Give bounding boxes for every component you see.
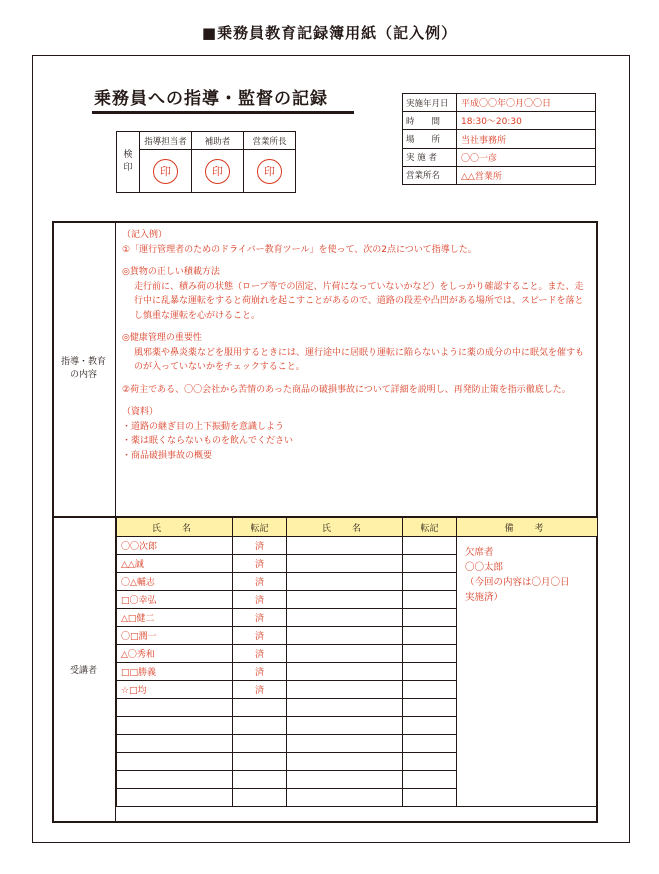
empty-cell: [403, 609, 457, 627]
content-subitem-title: ◎健康管理の重要性: [122, 333, 202, 343]
stamp-role-label: 指導担当者: [140, 132, 191, 150]
content-subitem-body: 風邪薬や鼻炎薬などを服用するときには、運行途中に居眠り運転に陥らないように薬の成分の中に眠気を催すものが入っていないかをチェックすること。: [134, 347, 585, 372]
instruction-content: [122, 228, 592, 463]
empty-cell: [287, 699, 403, 717]
info-label: 営業所名: [403, 167, 457, 184]
stamp-cell-manager: [244, 132, 295, 192]
empty-cell: [233, 735, 287, 753]
empty-cell: [403, 753, 457, 771]
table-row: [117, 537, 598, 555]
stamp-side-label-1: 検: [123, 150, 133, 160]
content-item-2: ②荷主である、〇〇会社から苦情のあった商品の破損事故について詳細を説明し、再発防止策を指示徹底した。: [122, 384, 571, 395]
column-header-name: 氏 名: [287, 518, 403, 537]
notes-line: 欠席者: [465, 547, 494, 558]
empty-cell: [403, 681, 457, 699]
example-note: （記入例）: [122, 230, 168, 240]
empty-cell: [233, 771, 287, 789]
session-info-table: [402, 93, 596, 185]
empty-cell: [403, 627, 457, 645]
attendee-name: □〇幸弘: [117, 591, 233, 609]
attendee-name: 〇□潤一: [117, 627, 233, 645]
content-section-label: [52, 221, 116, 517]
stamp-role-label: 営業所長: [244, 132, 295, 150]
empty-cell: [117, 789, 233, 807]
empty-cell: [233, 717, 287, 735]
column-header-name: 氏 名: [117, 518, 233, 537]
transcribed-mark: 済: [233, 663, 287, 681]
info-label: 時 間: [403, 112, 457, 129]
info-row-place: [403, 130, 595, 148]
notes-line: 〇〇太郎: [465, 562, 504, 573]
stamp-cell-instructor: [140, 132, 192, 192]
content-label-line2: の内容: [69, 370, 97, 380]
material-item: ・薬は眠くならないものを飲んでください: [122, 436, 294, 446]
stamp-cell-assistant: [192, 132, 244, 192]
transcribed-mark: 済: [233, 627, 287, 645]
stamp-side-label-2: 印: [123, 163, 133, 173]
attendee-name: □□勝義: [117, 663, 233, 681]
attendee-name: 〇〇次郎: [117, 537, 233, 555]
content-label-line1: 指導・教育: [60, 357, 106, 367]
transcribed-mark: 済: [233, 537, 287, 555]
empty-cell: [287, 789, 403, 807]
form-title: 乗務員への指導・監督の記録: [94, 89, 328, 109]
empty-cell: [233, 699, 287, 717]
info-label: 実 施 者: [403, 149, 457, 166]
attendee-table: [116, 517, 598, 807]
info-value: 18:30〜20:30: [461, 117, 522, 128]
empty-cell: [233, 789, 287, 807]
content-subitem-body: 走行前に、積み荷の状態（ロープ等での固定、片荷になっていないかなど）をしっかり確認すること。また、走行中に乱暴な運転をすると荷崩れを起こすことがあるので、道路の段差や凸凹がある場所では、スピードを落とし慎重な運転を心がけること。: [134, 281, 584, 321]
empty-cell: [403, 771, 457, 789]
info-row-date: [403, 94, 595, 112]
empty-cell: [287, 537, 403, 555]
info-value: 〇〇一彦: [461, 153, 498, 164]
attendee-name: △△誠: [117, 555, 233, 573]
info-label: 実施年月日: [403, 94, 457, 111]
transcribed-mark: 済: [233, 681, 287, 699]
info-row-office: [403, 167, 595, 184]
stamp-role-label: 補助者: [192, 132, 243, 150]
attendees-section-label: 受講者: [52, 517, 116, 821]
transcribed-mark: 済: [233, 609, 287, 627]
transcribed-mark: 済: [233, 573, 287, 591]
seal-stamp: 印: [153, 159, 178, 184]
materials-title: （資料）: [122, 407, 159, 417]
empty-cell: [287, 609, 403, 627]
stamp-side-label: [117, 132, 140, 192]
column-header-notes: 備 考: [457, 518, 598, 537]
info-value: 当社事務所: [461, 135, 507, 146]
attendee-name: △〇秀和: [117, 645, 233, 663]
empty-cell: [403, 555, 457, 573]
empty-cell: [403, 735, 457, 753]
empty-cell: [287, 753, 403, 771]
info-row-conductor: [403, 149, 595, 167]
info-label: 場 所: [403, 130, 457, 147]
notes-line: 実施済）: [465, 592, 504, 603]
empty-cell: [287, 627, 403, 645]
empty-cell: [403, 663, 457, 681]
info-value: 平成〇〇年〇月〇〇日: [461, 99, 552, 110]
empty-cell: [287, 735, 403, 753]
empty-cell: [287, 555, 403, 573]
empty-cell: [403, 573, 457, 591]
transcribed-mark: 済: [233, 645, 287, 663]
seal-stamp: 印: [257, 159, 282, 184]
notes-line: （今回の内容は〇月〇日: [465, 577, 570, 588]
transcribed-mark: 済: [233, 555, 287, 573]
page-heading: ■乗務員教育記録簿用紙（記入例）: [201, 24, 458, 42]
material-item: ・商品破損事故の概要: [122, 450, 213, 461]
seal-stamp: 印: [205, 159, 230, 184]
empty-cell: [287, 573, 403, 591]
empty-cell: [403, 789, 457, 807]
empty-cell: [403, 645, 457, 663]
column-header-transcribed: 転記: [403, 518, 457, 537]
empty-cell: [117, 771, 233, 789]
empty-cell: [403, 717, 457, 735]
empty-cell: [287, 591, 403, 609]
attendee-name: △□健二: [117, 609, 233, 627]
empty-cell: [403, 699, 457, 717]
empty-cell: [287, 717, 403, 735]
empty-cell: [403, 591, 457, 609]
empty-cell: [233, 753, 287, 771]
info-value: △△営業所: [461, 171, 502, 182]
empty-cell: [117, 735, 233, 753]
title-underline: [92, 111, 354, 114]
material-item: ・道路の継ぎ目の上下振動を意識しよう: [122, 421, 285, 432]
empty-cell: [117, 753, 233, 771]
column-header-transcribed: 転記: [233, 518, 287, 537]
transcribed-mark: 済: [233, 591, 287, 609]
info-row-time: [403, 112, 595, 130]
notes-cell: [457, 537, 598, 807]
attendee-name: 〇△輔志: [117, 573, 233, 591]
content-item-1: ①「運行管理者のためのドライバー教育ツール」を使って、次の2点について指導した。: [122, 244, 477, 255]
attendee-name: ☆□均: [117, 681, 233, 699]
empty-cell: [287, 645, 403, 663]
empty-cell: [117, 717, 233, 735]
empty-cell: [117, 699, 233, 717]
empty-cell: [287, 771, 403, 789]
empty-cell: [287, 663, 403, 681]
empty-cell: [287, 681, 403, 699]
attendee-table-header: [117, 518, 598, 537]
approval-stamp-box: [116, 131, 296, 193]
empty-cell: [403, 537, 457, 555]
content-subitem-title: ◎貨物の正しい積載方法: [122, 267, 220, 277]
